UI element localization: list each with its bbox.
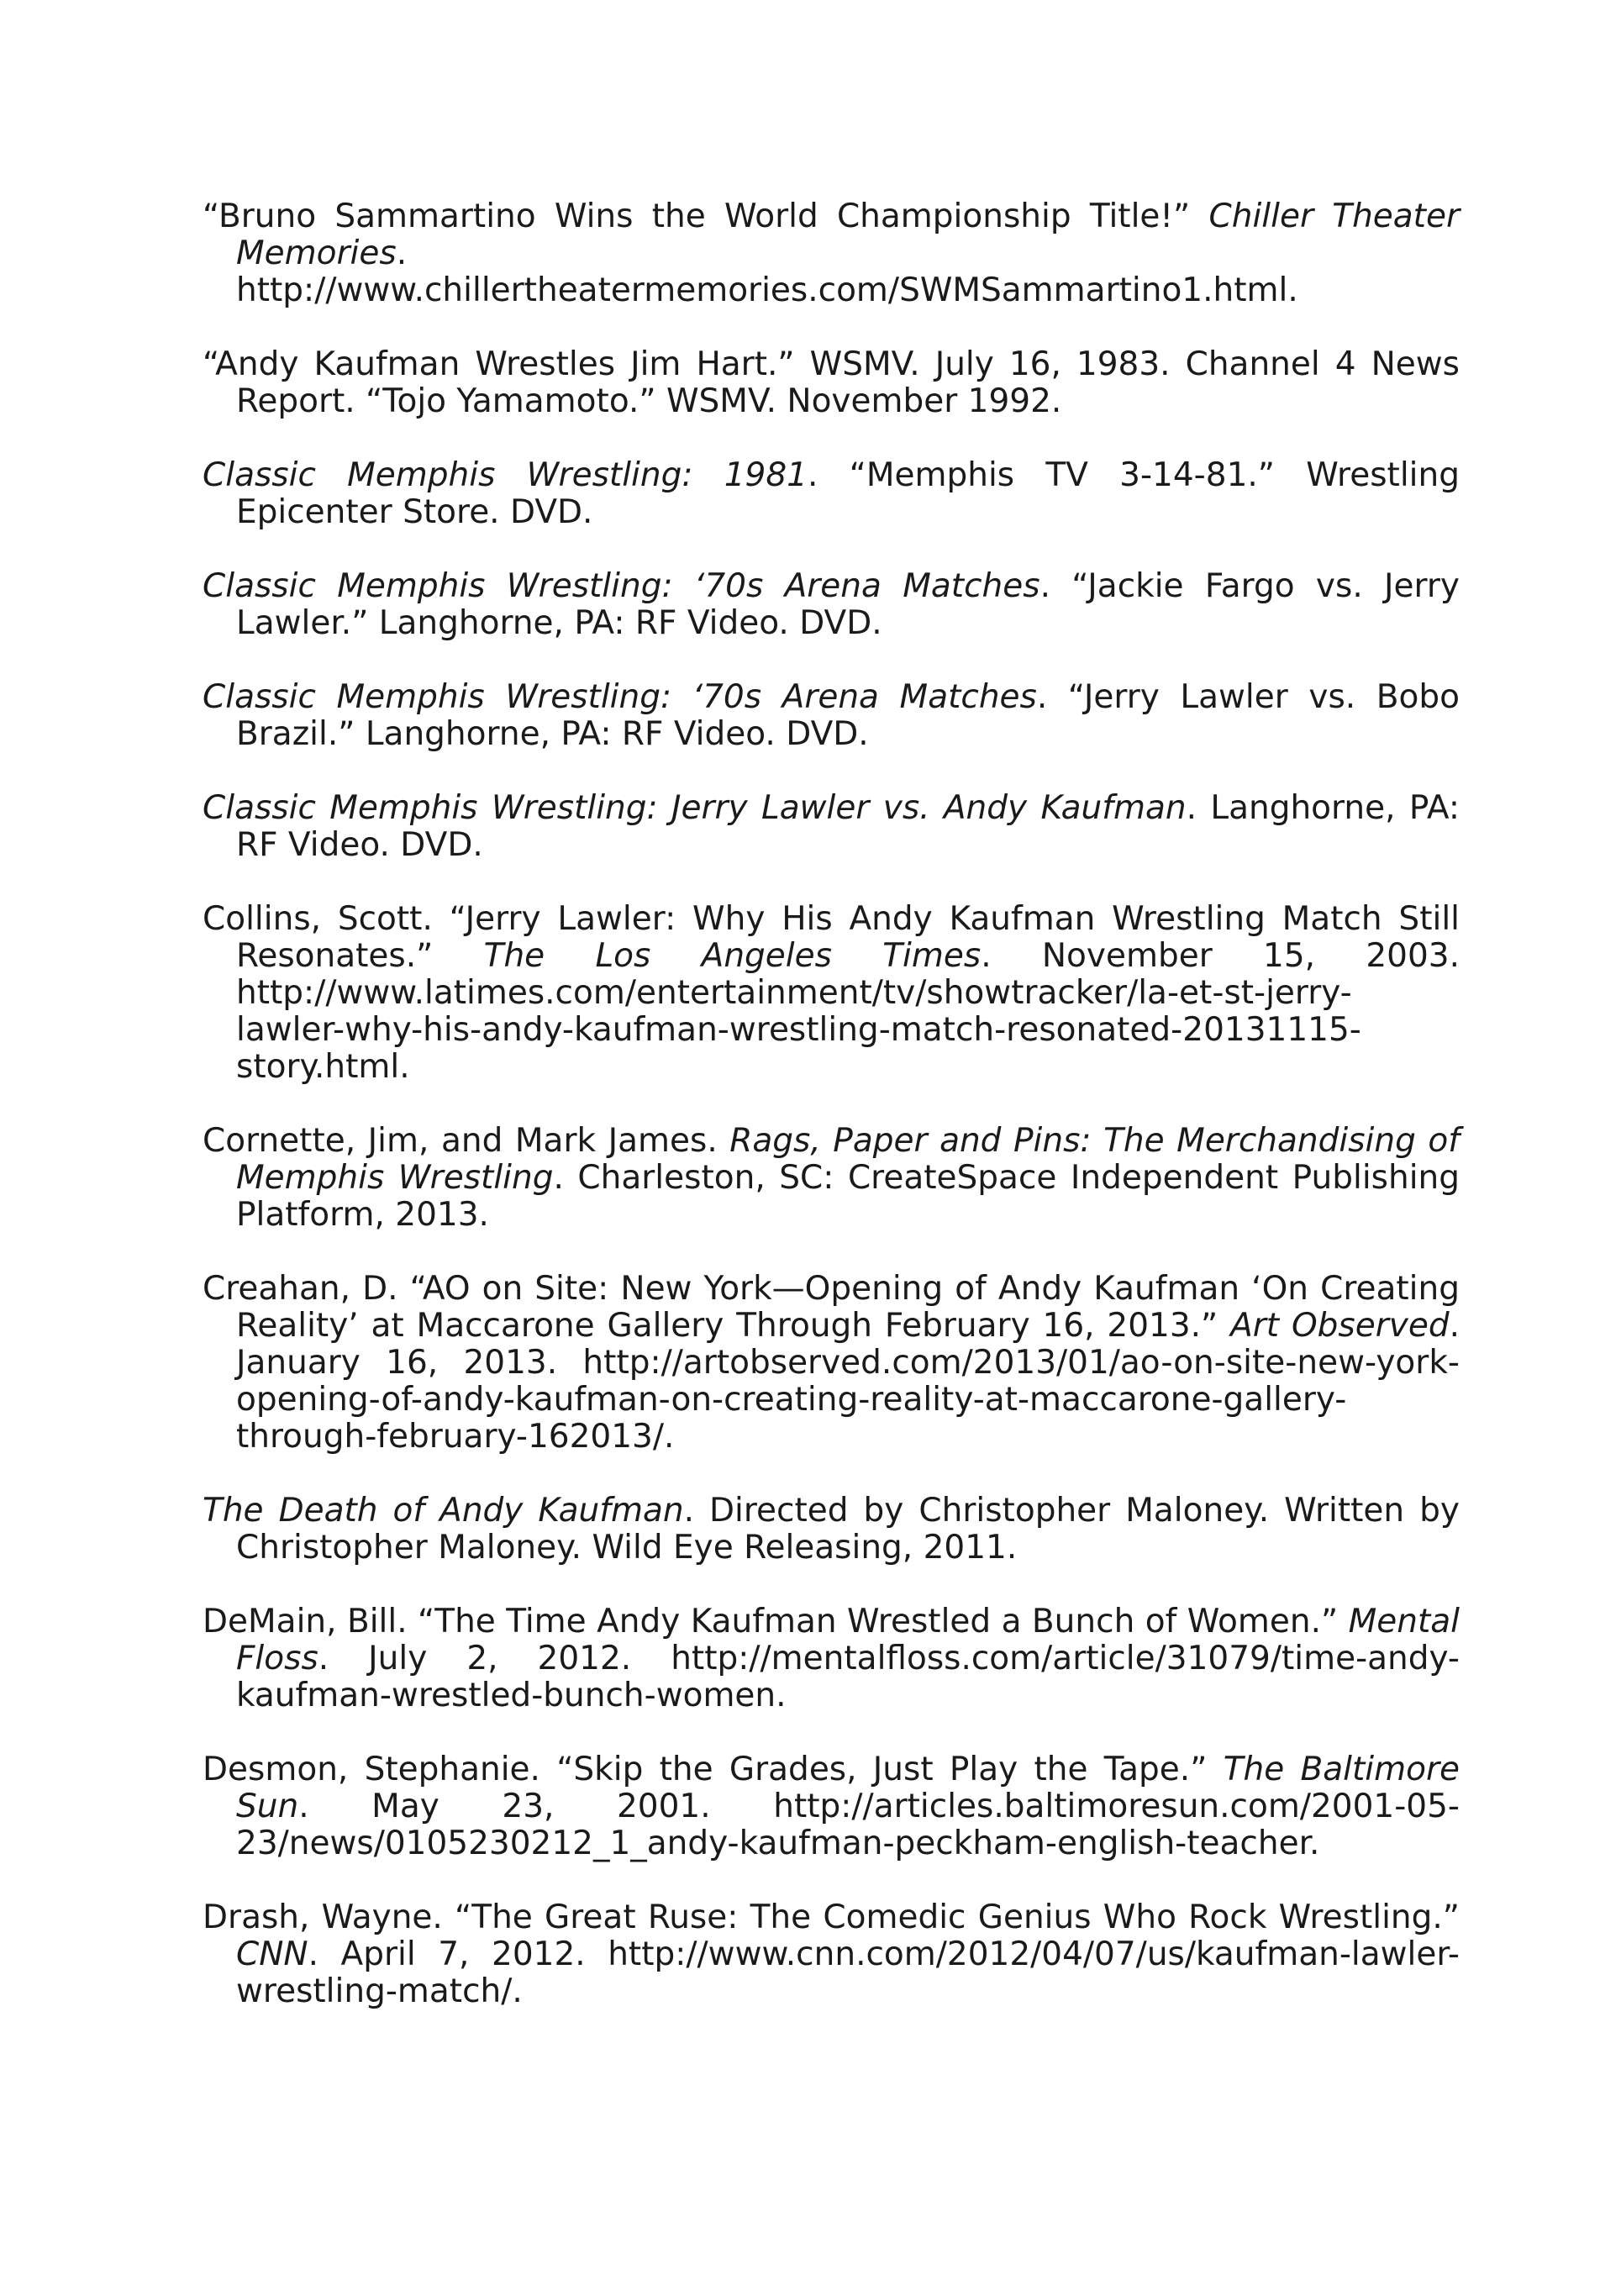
- entry-text: DeMain, Bill. “The Time Andy Kaufman Wrestled a Bunch of Women.”: [203, 1603, 1349, 1640]
- bibliography-entry: [203, 1751, 1460, 1862]
- bibliography-entry: [203, 1899, 1460, 2010]
- entry-title-italic: Art Observed: [1230, 1307, 1450, 1345]
- entry-text: Cornette, Jim, and Mark James.: [203, 1122, 730, 1160]
- entry-title-italic: Classic Memphis Wrestling: ‘70s Arena Matches: [203, 567, 1040, 605]
- entry-title-italic: Rags, Paper and Pins: The Merchandising of Memphis Wrestling: [236, 1122, 1460, 1197]
- bibliography-entry: [203, 198, 1460, 309]
- entry-title-italic: The Los Angeles Times: [483, 937, 982, 975]
- entry-text: “Andy Kaufman Wrestles Jim Hart.” WSMV. July 16, 1983. Channel 4 News Report. “Tojo Yamamoto.” WSMV. November 1992.: [203, 345, 1460, 420]
- entry-text: . Langhorne, PA: RF Video. DVD.: [236, 789, 1460, 864]
- bibliography-entry: [203, 1493, 1460, 1567]
- bibliography-entry: [203, 1604, 1460, 1714]
- entry-title-italic: Chiller Theater Memories: [236, 197, 1460, 272]
- entry-text: . April 7, 2012. http://www.cnn.com/2012/04/07/us/kaufman-lawler-wrestling-match/.: [236, 1935, 1460, 2010]
- entry-text: . “Memphis TV 3-14-81.” Wrestling Epicenter Store. DVD.: [236, 456, 1460, 531]
- bibliography-entry: [203, 346, 1460, 420]
- entry-title-italic: Classic Memphis Wrestling: 1981: [203, 456, 808, 494]
- bibliography-entry: [203, 1271, 1460, 1456]
- entry-title-italic: Mental Floss: [236, 1603, 1460, 1677]
- entry-title-italic: The Death of Andy Kaufman: [203, 1492, 684, 1530]
- entry-text: . http://www.chillertheatermemories.com/SWMSammartino1.html.: [236, 234, 1298, 309]
- bibliography-entry: [203, 790, 1460, 864]
- entry-text: . Charleston, SC: CreateSpace Independent Publishing Platform, 2013.: [236, 1159, 1460, 1234]
- bibliography-entry: [203, 457, 1460, 531]
- entry-title-italic: The Baltimore Sun: [236, 1751, 1460, 1825]
- bibliography-entry: [203, 679, 1460, 753]
- entry-text: Collins, Scott. “Jerry Lawler: Why His Andy Kaufman Wrestling Match Still Resonates.”: [203, 900, 1460, 975]
- bibliography-entry: [203, 568, 1460, 642]
- bibliography-entry: [203, 1123, 1460, 1234]
- entry-text: . January 16, 2013. http://artobserved.com/2013/01/ao-on-site-new-york-opening-of-andy-kaufman-on-creating-reality-at-maccarone-gallery-through-february-162013/.: [236, 1307, 1460, 1456]
- entry-title-italic: Classic Memphis Wrestling: Jerry Lawler vs. Andy Kaufman: [203, 789, 1187, 827]
- entry-text: . November 15, 2003. http://www.latimes.com/entertainment/tv/showtracker/la-et-st-jerry-lawler-why-his-andy-kaufman-wrestling-match-resonated-20131115-story.html.: [236, 937, 1460, 1086]
- entry-text: . “Jerry Lawler vs. Bobo Brazil.” Langhorne, PA: RF Video. DVD.: [236, 678, 1460, 753]
- entry-text: Creahan, D. “AO on Site: New York—Opening of Andy Kaufman ‘On Creating Reality’ at Maccarone Gallery Through February 16, 2013.”: [203, 1270, 1460, 1345]
- entry-title-italic: Classic Memphis Wrestling: ‘70s Arena Matches: [203, 678, 1037, 716]
- entry-text: . July 2, 2012. http://mentalfloss.com/article/31079/time-andy-kaufman-wrestled-bunch-women.: [236, 1640, 1460, 1714]
- entry-text: . Directed by Christopher Maloney. Written by Christopher Maloney. Wild Eye Releasing, 2011.: [236, 1492, 1460, 1567]
- entry-text: Desmon, Stephanie. “Skip the Grades, Just Play the Tape.”: [203, 1751, 1224, 1788]
- bibliography-list: [203, 198, 1460, 2047]
- entry-text: . “Jackie Fargo vs. Jerry Lawler.” Langhorne, PA: RF Video. DVD.: [236, 567, 1460, 642]
- entry-title-italic: CNN: [236, 1935, 308, 1973]
- entry-text: “Bruno Sammartino Wins the World Championship Title!”: [203, 197, 1209, 235]
- entry-text: Drash, Wayne. “The Great Ruse: The Comedic Genius Who Rock Wrestling.”: [203, 1898, 1460, 1936]
- entry-text: . May 23, 2001. http://articles.baltimoresun.com/2001-05-23/news/0105230212_1_andy-kaufman-peckham-english-teacher.: [236, 1788, 1460, 1862]
- bibliography-entry: [203, 901, 1460, 1086]
